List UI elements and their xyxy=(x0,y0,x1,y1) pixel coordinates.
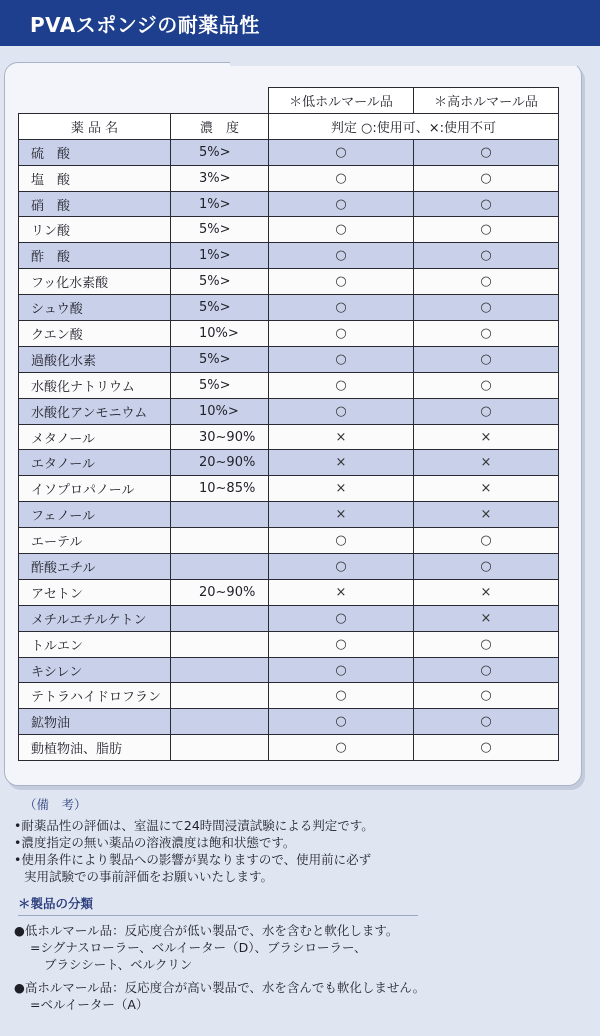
concentration: 10%> xyxy=(171,398,269,424)
high-formal-rating: ○ xyxy=(414,657,559,683)
high-formal-line: ●高ホルマール品：反応度合が高い製品で、水を含んでも軟化しません。 xyxy=(14,980,426,995)
chemical-name: トルエン xyxy=(19,631,171,657)
chemical-name: リン酸 xyxy=(19,217,171,243)
chemical-name: イソプロパノール xyxy=(19,476,171,502)
concentration xyxy=(171,735,269,761)
low-formal-rating: ○ xyxy=(269,372,414,398)
concentration: 10%> xyxy=(171,321,269,347)
blank-cell xyxy=(171,88,269,114)
classification-list xyxy=(14,922,584,1013)
high-formal-rating: ○ xyxy=(414,709,559,735)
concentration: 1%> xyxy=(171,191,269,217)
high-formal-rating: × xyxy=(414,502,559,528)
concentration: 5%> xyxy=(171,139,269,165)
blank-cell xyxy=(19,88,171,114)
high-formal-rating: ○ xyxy=(414,372,559,398)
concentration xyxy=(171,657,269,683)
high-formal-rating: × xyxy=(414,605,559,631)
concentration: 3%> xyxy=(171,165,269,191)
notes-title: （備 考） xyxy=(24,797,87,812)
high-formal-rating: × xyxy=(414,476,559,502)
low-formal-rating: ○ xyxy=(269,709,414,735)
chemical-name: フェノール xyxy=(19,502,171,528)
table-row xyxy=(19,139,559,165)
col-name-header: 薬 品 名 xyxy=(19,113,171,139)
low-formal-rating: ○ xyxy=(269,528,414,554)
panel-tab-cut xyxy=(230,56,590,66)
high-formal-rating: ○ xyxy=(414,346,559,372)
low-formal-rating: ○ xyxy=(269,398,414,424)
low-formal-rating: ○ xyxy=(269,657,414,683)
low-formal-rating: ○ xyxy=(269,631,414,657)
table-row xyxy=(19,191,559,217)
concentration: 5%> xyxy=(171,269,269,295)
concentration xyxy=(171,554,269,580)
low-formal-rating: ○ xyxy=(269,683,414,709)
high-formal-rating: ○ xyxy=(414,528,559,554)
low-formal-rating: ○ xyxy=(269,269,414,295)
chemical-name: アセトン xyxy=(19,579,171,605)
table-row xyxy=(19,269,559,295)
concentration xyxy=(171,631,269,657)
high-formal-rating: × xyxy=(414,424,559,450)
high-formal-rating: ○ xyxy=(414,321,559,347)
low-formal-rating: × xyxy=(269,476,414,502)
table-row xyxy=(19,372,559,398)
high-formal-rating: ○ xyxy=(414,217,559,243)
note-item: •耐薬品性の評価は、室温にて24時間浸漬試験による判定です。 xyxy=(14,818,374,833)
chemical-name: 動植物油、脂肪 xyxy=(19,735,171,761)
table-row xyxy=(19,502,559,528)
table-row xyxy=(19,476,559,502)
low-formal-rating: ○ xyxy=(269,191,414,217)
concentration: 5%> xyxy=(171,372,269,398)
high-formal-rating: ○ xyxy=(414,631,559,657)
high-formal-rating: ○ xyxy=(414,269,559,295)
concentration: 1%> xyxy=(171,243,269,269)
table-row xyxy=(19,165,559,191)
low-formal-rating: ○ xyxy=(269,321,414,347)
chemical-resistance-table xyxy=(18,87,559,761)
chemical-name: 過酸化水素 xyxy=(19,346,171,372)
low-formal-rating: ○ xyxy=(269,165,414,191)
table-row xyxy=(19,735,559,761)
high-formal-examples: =ベルイーター（A） xyxy=(30,997,149,1012)
chemical-name: テトラハイドロフラン xyxy=(19,683,171,709)
header-row-1 xyxy=(19,88,559,114)
table-row xyxy=(19,605,559,631)
low-formal-rating: ○ xyxy=(269,554,414,580)
title-bar xyxy=(0,0,600,46)
high-formal-rating: ○ xyxy=(414,165,559,191)
table-row xyxy=(19,709,559,735)
low-formal-rating: ○ xyxy=(269,217,414,243)
low-formal-rating: ○ xyxy=(269,295,414,321)
table-row xyxy=(19,398,559,424)
chemical-name: 水酸化ナトリウム xyxy=(19,372,171,398)
high-formal-rating: ○ xyxy=(414,139,559,165)
table-row xyxy=(19,657,559,683)
chemical-name: フッ化水素酸 xyxy=(19,269,171,295)
chemical-name: メチルエチルケトン xyxy=(19,605,171,631)
note-item: •使用条件により製品への影響が異なりますので、使用前に必ず xyxy=(14,852,372,867)
header-row-2 xyxy=(19,113,559,139)
low-formal-examples-2: ブラシシート、ベルクリン xyxy=(44,957,193,972)
high-formal-rating: ○ xyxy=(414,554,559,580)
col-conc-header: 濃 度 xyxy=(171,113,269,139)
low-formal-rating: ○ xyxy=(269,243,414,269)
table-row xyxy=(19,321,559,347)
concentration: 10~85% xyxy=(171,476,269,502)
high-formal-rating: ○ xyxy=(414,243,559,269)
chemical-name: 塩 酸 xyxy=(19,165,171,191)
low-formal-line: ●低ホルマール品：反応度合が低い製品で、水を含むと軟化します。 xyxy=(14,923,399,938)
concentration xyxy=(171,683,269,709)
table-row xyxy=(19,295,559,321)
concentration: 20~90% xyxy=(171,450,269,476)
concentration: 20~90% xyxy=(171,579,269,605)
table-row xyxy=(19,217,559,243)
low-formal-rating: ○ xyxy=(269,735,414,761)
table-row xyxy=(19,528,559,554)
notes-section xyxy=(14,796,584,1013)
concentration xyxy=(171,502,269,528)
low-formal-rating: ○ xyxy=(269,346,414,372)
chemical-name: 水酸化アンモニウム xyxy=(19,398,171,424)
col-high-header: ＊高ホルマール品 xyxy=(414,88,559,114)
high-formal-rating: ○ xyxy=(414,683,559,709)
table-row xyxy=(19,579,559,605)
chemical-name: 硫 酸 xyxy=(19,139,171,165)
table-row xyxy=(19,243,559,269)
chemical-name: 酢 酸 xyxy=(19,243,171,269)
table-row xyxy=(19,554,559,580)
chemical-name: キシレン xyxy=(19,657,171,683)
low-formal-rating: × xyxy=(269,502,414,528)
high-formal-rating: ○ xyxy=(414,191,559,217)
chemical-name: 硝 酸 xyxy=(19,191,171,217)
concentration xyxy=(171,528,269,554)
low-formal-rating: × xyxy=(269,450,414,476)
high-formal-rating: × xyxy=(414,579,559,605)
note-item: •濃度指定の無い薬品の溶液濃度は飽和状態です。 xyxy=(14,835,296,850)
high-formal-rating: ○ xyxy=(414,735,559,761)
table-row xyxy=(19,424,559,450)
chemical-name: エーテル xyxy=(19,528,171,554)
concentration: 5%> xyxy=(171,295,269,321)
low-formal-rating: × xyxy=(269,579,414,605)
col-judge-header: 判定 ○:使用可、×:使用不可 xyxy=(269,113,559,139)
table-row xyxy=(19,346,559,372)
low-formal-rating: ○ xyxy=(269,139,414,165)
low-formal-examples: =シグナスローラー、ベルイーター（D）、ブラシローラー、 xyxy=(30,940,367,955)
col-low-header: ＊低ホルマール品 xyxy=(269,88,414,114)
high-formal-rating: ○ xyxy=(414,398,559,424)
high-formal-rating: × xyxy=(414,450,559,476)
concentration: 5%> xyxy=(171,346,269,372)
concentration xyxy=(171,605,269,631)
low-formal-rating: × xyxy=(269,424,414,450)
low-formal-rating: ○ xyxy=(269,605,414,631)
chemical-name: エタノール xyxy=(19,450,171,476)
chemical-name: メタノール xyxy=(19,424,171,450)
page-title: PVAスポンジの耐薬品性 xyxy=(30,13,260,37)
concentration xyxy=(171,709,269,735)
table-row xyxy=(19,450,559,476)
table-row xyxy=(19,683,559,709)
concentration: 5%> xyxy=(171,217,269,243)
concentration: 30~90% xyxy=(171,424,269,450)
high-formal-rating: ○ xyxy=(414,295,559,321)
classification-title: ＊製品の分類 xyxy=(18,895,418,916)
table-row xyxy=(19,631,559,657)
note-item: 実用試験での事前評価をお願いいたします。 xyxy=(24,869,274,884)
chemical-name: シュウ酸 xyxy=(19,295,171,321)
chemical-name: クエン酸 xyxy=(19,321,171,347)
chemical-name: 鉱物油 xyxy=(19,709,171,735)
chemical-name: 酢酸エチル xyxy=(19,554,171,580)
